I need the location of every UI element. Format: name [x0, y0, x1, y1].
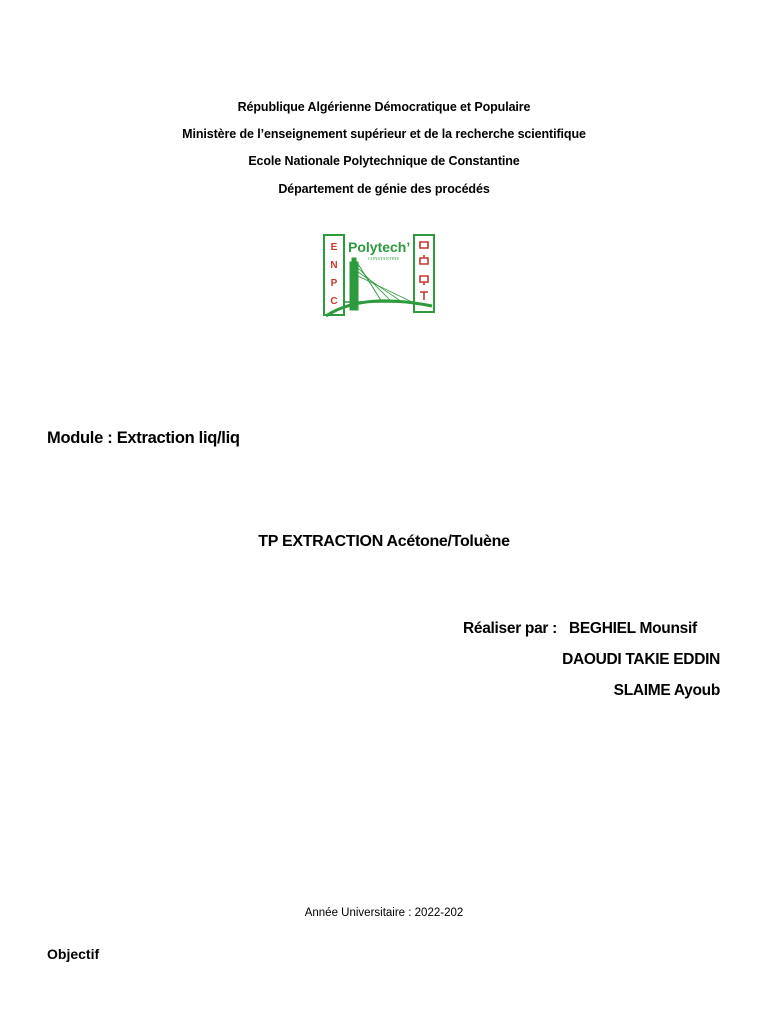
authors-label: Réaliser par : — [463, 620, 558, 637]
logo-brand: Polytech’ — [348, 239, 411, 255]
header-school: Ecole Nationale Polytechnique de Constantine — [248, 154, 520, 168]
logo-subtitle: CONSTANTINE — [368, 256, 400, 261]
section-heading: Objectif — [47, 946, 100, 962]
module-title: Module : Extraction liq/liq — [47, 429, 240, 447]
header-republic: République Algérienne Démocratique et Populaire — [237, 100, 531, 114]
logo-letter: P — [330, 278, 338, 289]
logo-letter: C — [330, 296, 338, 307]
academic-year: Année Universitaire : 2022-202 — [304, 907, 464, 919]
header-department: Département de génie des procédés — [278, 182, 490, 196]
author-name: BEGHIEL Mounsif — [569, 620, 697, 637]
author-name: DAOUDI TAKIE EDDIN — [562, 651, 720, 668]
logo-letter: N — [330, 260, 338, 271]
polytech-logo — [322, 232, 436, 320]
author-name: SLAIME Ayoub — [613, 682, 720, 699]
tp-title: TP EXTRACTION Acétone/Toluène — [258, 533, 510, 550]
header-ministry: Ministère de l’enseignement supérieur et de la recherche scientifique — [182, 127, 586, 141]
logo-letter: E — [330, 242, 338, 253]
